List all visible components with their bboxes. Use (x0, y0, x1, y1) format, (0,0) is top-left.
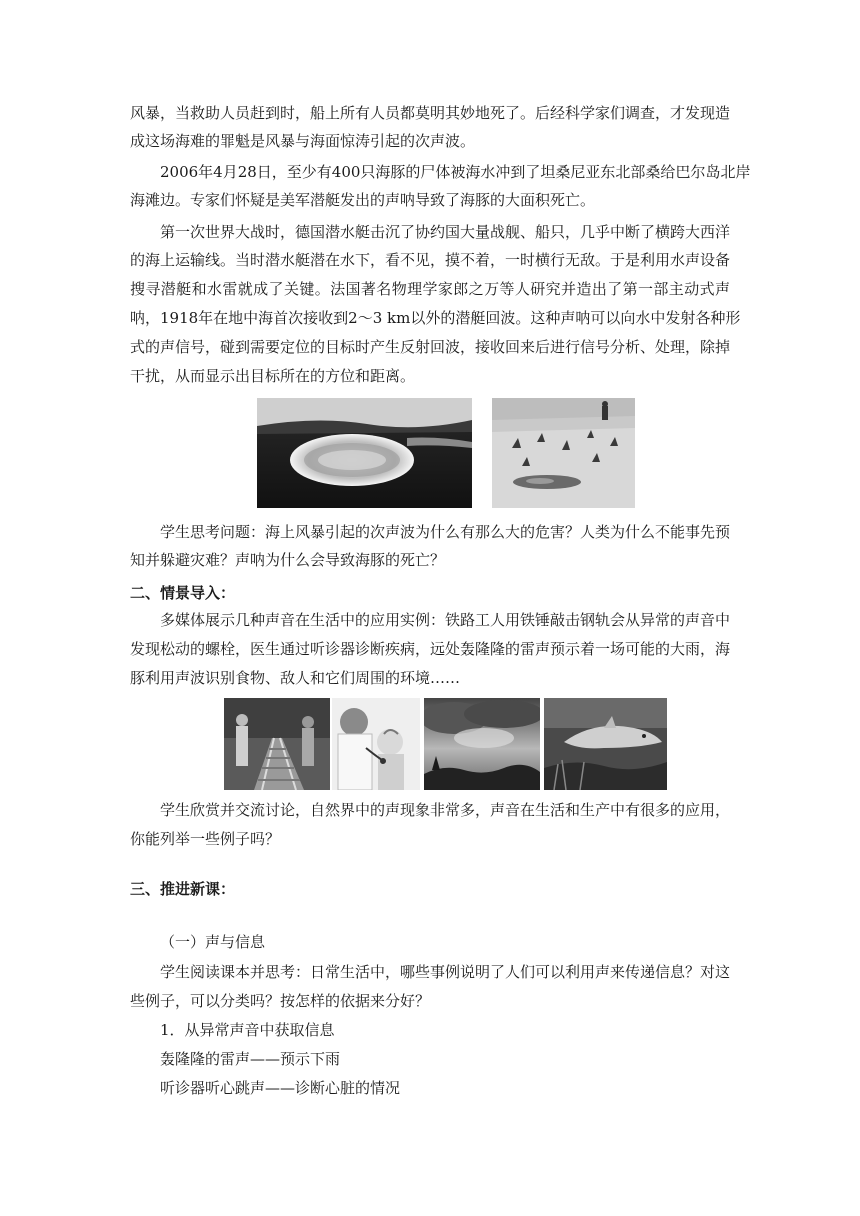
paragraph-line: 发现松动的螺栓，医生通过听诊器诊断疾病，远处轰隆隆的雷声预示着一场可能的大雨，海 (130, 640, 731, 658)
list-item: 轰隆隆的雷声——预示下雨 (160, 1050, 341, 1068)
railway-worker-photo (224, 698, 330, 790)
paragraph-line: 多媒体展示几种声音在生活中的应用实例：铁路工人用铁锤敲击钢轨会从异常的声音中 (160, 611, 731, 629)
doctor-stethoscope-photo (332, 698, 420, 790)
dolphin-photo (544, 698, 667, 790)
paragraph-line: 2006年4月28日，至少有400只海豚的尸体被海水冲到了坦桑尼亚东北部桑给巴尔岛北岸 (160, 163, 751, 181)
storm-island-photo (257, 398, 472, 508)
paragraph-line: 成这场海难的罪魁是风暴与海面惊涛引起的次声波。 (130, 132, 476, 150)
beached-dolphins-photo (492, 398, 635, 508)
paragraph-line: 知并躲避灾难？声呐为什么会导致海豚的死亡？ (130, 551, 446, 569)
paragraph-line: 学生欣赏并交流讨论，自然界中的声现象非常多，声音在生活和生产中有很多的应用， (160, 801, 731, 819)
paragraph-line: 海滩边。专家们怀疑是美军潜艇发出的声呐导致了海豚的大面积死亡。 (130, 191, 596, 209)
list-item: 听诊器听心跳声——诊断心脏的情况 (160, 1079, 401, 1097)
paragraph-line: 豚利用声波识别食物、敌人和它们周围的环境…… (130, 669, 461, 687)
paragraph-line: 干扰，从而显示出目标所在的方位和距离。 (130, 367, 416, 385)
section-heading: 二、情景导入： (130, 584, 236, 602)
paragraph-line: 学生思考问题：海上风暴引起的次声波为什么有那么大的危害？人类为什么不能事先预 (160, 523, 731, 541)
list-item: 1．从异常声音中获取信息 (160, 1021, 335, 1039)
paragraph-line: 些例子，可以分类吗？按怎样的依据来分好？ (130, 992, 431, 1010)
paragraph-line: 风暴，当救助人员赶到时，船上所有人员都莫明其妙地死了。后经科学家们调查，才发现造 (130, 104, 731, 122)
paragraph-line: 学生阅读课本并思考：日常生活中，哪些事例说明了人们可以利用声来传递信息？对这 (160, 963, 731, 981)
paragraph-line: 呐，1918年在地中海首次接收到2～3 km以外的潜艇回波。这种声呐可以向水中发射各种形 (130, 309, 741, 327)
paragraph-line: 搜寻潜艇和水雷就成了关键。法国著名物理学家郎之万等人研究并造出了第一部主动式声 (130, 280, 730, 298)
paragraph-line: 你能列举一些例子吗？ (130, 830, 281, 848)
section-heading: 三、推进新课： (130, 880, 236, 898)
subsection-heading: （一）声与信息 (160, 933, 266, 951)
paragraph-line: 第一次世界大战时，德国潜水艇击沉了协约国大量战舰、船只，几乎中断了横跨大西洋 (160, 223, 731, 241)
paragraph-line: 的海上运输线。当时潜水艇潜在水下，看不见，摸不着，一时横行无敌。于是利用水声设备 (130, 251, 731, 269)
thunder-clouds-photo (424, 698, 540, 790)
paragraph-line: 式的声信号，碰到需要定位的目标时产生反射回波，接收回来后进行信号分析、处理，除掉 (130, 338, 731, 356)
